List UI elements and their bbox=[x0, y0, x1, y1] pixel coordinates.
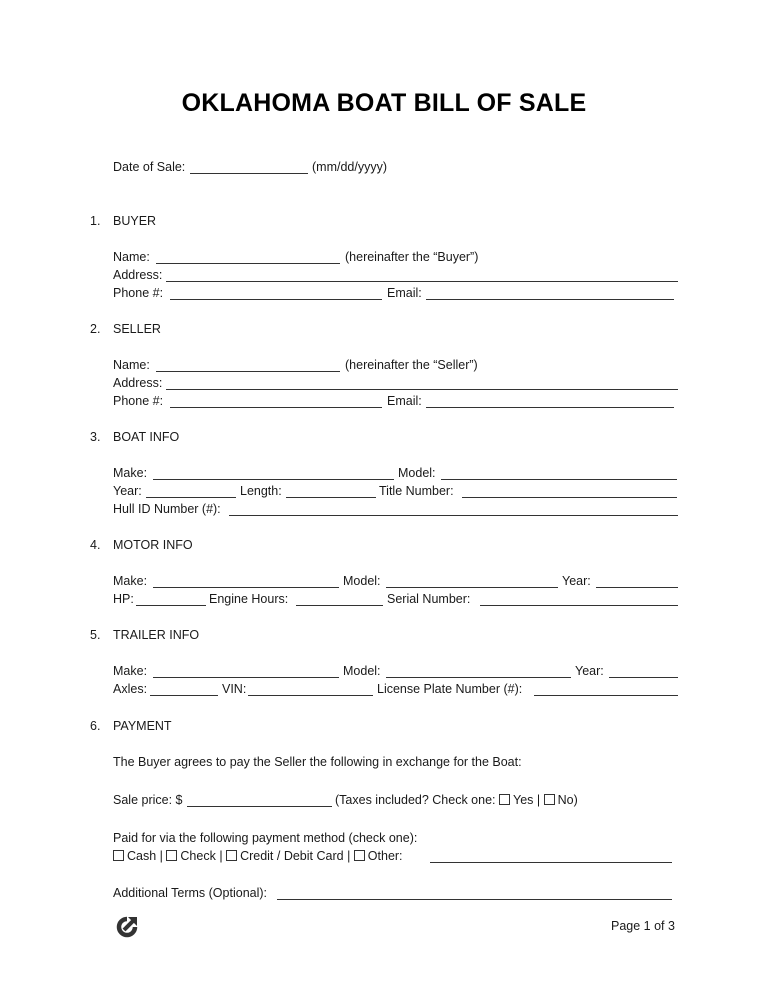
seller-address-label: Address: bbox=[113, 376, 163, 390]
taxes-yes-label: Yes bbox=[513, 793, 534, 807]
date-format-hint: (mm/dd/yyyy) bbox=[312, 160, 387, 174]
credit-debit-checkbox[interactable] bbox=[226, 850, 237, 861]
arrow-logo-icon bbox=[115, 915, 139, 939]
buyer-email-field[interactable] bbox=[426, 299, 674, 300]
motor-serial-field[interactable] bbox=[480, 605, 678, 606]
additional-terms-field[interactable] bbox=[277, 899, 672, 900]
taxes-included-row bbox=[335, 793, 578, 808]
boat-length-label: Length: bbox=[240, 484, 282, 498]
section-number: 3. bbox=[90, 430, 101, 444]
buyer-name-label: Name: bbox=[113, 250, 150, 264]
seller-phone-field[interactable] bbox=[170, 407, 382, 408]
section-heading-boat: BOAT INFO bbox=[113, 430, 180, 444]
motor-hp-label: HP: bbox=[113, 592, 134, 606]
other-method-field[interactable] bbox=[430, 862, 672, 863]
seller-name-label: Name: bbox=[113, 358, 150, 372]
seller-email-field[interactable] bbox=[426, 407, 674, 408]
trailer-axles-field[interactable] bbox=[150, 695, 218, 696]
motor-model-field[interactable] bbox=[386, 587, 558, 588]
trailer-make-field[interactable] bbox=[153, 677, 339, 678]
seller-name-field[interactable] bbox=[156, 371, 340, 372]
seller-name-suffix: (hereinafter the “Seller”) bbox=[345, 358, 478, 372]
buyer-name-field[interactable] bbox=[156, 263, 340, 264]
boat-title-number-field[interactable] bbox=[462, 497, 677, 498]
motor-serial-label: Serial Number: bbox=[387, 592, 471, 606]
buyer-phone-field[interactable] bbox=[170, 299, 382, 300]
motor-hp-field[interactable] bbox=[136, 605, 206, 606]
trailer-vin-label: VIN: bbox=[222, 682, 247, 696]
other-checkbox[interactable] bbox=[354, 850, 365, 861]
check-checkbox[interactable] bbox=[166, 850, 177, 861]
trailer-axles-label: Axles: bbox=[113, 682, 148, 696]
trailer-year-field[interactable] bbox=[609, 677, 678, 678]
trailer-year-label: Year: bbox=[575, 664, 604, 678]
boat-make-label: Make: bbox=[113, 466, 148, 480]
motor-year-field[interactable] bbox=[596, 587, 678, 588]
method-check-label: Check bbox=[180, 849, 216, 863]
taxes-yes-checkbox[interactable] bbox=[499, 794, 510, 805]
payment-intro: The Buyer agrees to pay the Seller the following in exchange for the Boat: bbox=[113, 755, 522, 769]
cash-checkbox[interactable] bbox=[113, 850, 124, 861]
section-heading-buyer: BUYER bbox=[113, 214, 157, 228]
boat-year-label: Year: bbox=[113, 484, 142, 498]
taxes-no-checkbox[interactable] bbox=[544, 794, 555, 805]
boat-hull-field[interactable] bbox=[229, 515, 678, 516]
section-heading-motor: MOTOR INFO bbox=[113, 538, 193, 552]
seller-phone-label: Phone #: bbox=[113, 394, 164, 408]
motor-engine-hours-field[interactable] bbox=[296, 605, 383, 606]
buyer-email-label: Email: bbox=[387, 286, 422, 300]
boat-model-field[interactable] bbox=[441, 479, 677, 480]
buyer-address-field[interactable] bbox=[166, 281, 678, 282]
boat-hull-label: Hull ID Number (#): bbox=[113, 502, 221, 516]
buyer-name-suffix: (hereinafter the “Buyer”) bbox=[345, 250, 479, 264]
buyer-phone-label: Phone #: bbox=[113, 286, 164, 300]
document-title: OKLAHOMA BOAT BILL OF SALE bbox=[181, 89, 587, 117]
motor-engine-hours-label: Engine Hours: bbox=[209, 592, 289, 606]
trailer-plate-label: License Plate Number (#): bbox=[377, 682, 523, 696]
trailer-vin-field[interactable] bbox=[248, 695, 373, 696]
trailer-model-label: Model: bbox=[343, 664, 381, 678]
sale-price-label: Sale price: $ bbox=[113, 793, 183, 807]
boat-year-field[interactable] bbox=[146, 497, 236, 498]
section-number: 4. bbox=[90, 538, 101, 552]
payment-method-intro: Paid for via the following payment method (check one): bbox=[113, 831, 418, 845]
payment-methods-row bbox=[113, 849, 403, 864]
section-number: 5. bbox=[90, 628, 101, 642]
sale-price-field[interactable] bbox=[187, 806, 332, 807]
page-number: Page 1 of 3 bbox=[611, 919, 675, 933]
section-number: 1. bbox=[90, 214, 101, 228]
method-cash-label: Cash bbox=[127, 849, 157, 863]
separator: | bbox=[159, 849, 163, 863]
date-of-sale-field[interactable] bbox=[190, 173, 308, 174]
motor-make-label: Make: bbox=[113, 574, 148, 588]
additional-terms-label: Additional Terms (Optional): bbox=[113, 886, 268, 900]
date-of-sale-label: Date of Sale: bbox=[113, 160, 186, 174]
section-heading-payment: PAYMENT bbox=[113, 719, 172, 733]
motor-model-label: Model: bbox=[343, 574, 381, 588]
boat-title-number-label: Title Number: bbox=[379, 484, 454, 498]
buyer-address-label: Address: bbox=[113, 268, 163, 282]
trailer-plate-field[interactable] bbox=[534, 695, 678, 696]
method-other-label: Other: bbox=[367, 849, 403, 863]
boat-length-field[interactable] bbox=[286, 497, 376, 498]
separator: | bbox=[219, 849, 223, 863]
section-heading-seller: SELLER bbox=[113, 322, 161, 336]
taxes-no-label: No) bbox=[557, 793, 578, 807]
method-credit-label: Credit / Debit Card bbox=[240, 849, 344, 863]
section-number: 6. bbox=[90, 719, 101, 733]
taxes-prefix: (Taxes included? Check one: bbox=[335, 793, 496, 807]
motor-make-field[interactable] bbox=[153, 587, 339, 588]
section-number: 2. bbox=[90, 322, 101, 336]
boat-model-label: Model: bbox=[398, 466, 436, 480]
trailer-model-field[interactable] bbox=[386, 677, 571, 678]
seller-email-label: Email: bbox=[387, 394, 422, 408]
seller-address-field[interactable] bbox=[166, 389, 678, 390]
boat-make-field[interactable] bbox=[153, 479, 394, 480]
trailer-make-label: Make: bbox=[113, 664, 148, 678]
section-heading-trailer: TRAILER INFO bbox=[113, 628, 200, 642]
separator: | bbox=[347, 849, 351, 863]
separator: | bbox=[536, 793, 541, 807]
motor-year-label: Year: bbox=[562, 574, 591, 588]
